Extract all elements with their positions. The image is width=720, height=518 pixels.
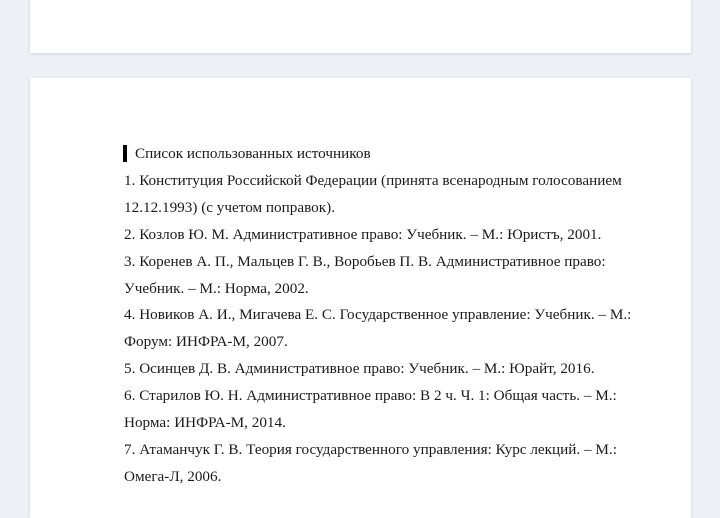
document-body[interactable] xyxy=(124,141,654,491)
reference-item[interactable]: 2. Козлов Ю. М. Административное право: Учебник. – М.: Юристъ, 2001. xyxy=(124,225,602,243)
reference-item[interactable]: 4. Новиков А. И., Мигачева Е. С. Государственное управление: Учебник. – М.: Форум: ИНФРА-М, 2007. xyxy=(124,306,632,351)
references-heading-text: Список использованных источников xyxy=(135,145,371,162)
previous-page xyxy=(30,0,691,53)
references-heading[interactable] xyxy=(124,141,654,168)
reference-item[interactable]: 5. Осинцев Д. В. Административное право: Учебник. – М.: Юрайт, 2016. xyxy=(124,360,595,378)
reference-item[interactable]: 7. Атаманчук Г. В. Теория государственного управления: Курс лекций. – М.: Омега-Л, 2006. xyxy=(124,440,617,485)
reference-item[interactable]: 6. Старилов Ю. Н. Административное право: В 2 ч. Ч. 1: Общая часть. – М.: Норма: ИНФРА-М, 2014. xyxy=(124,387,617,432)
text-cursor xyxy=(123,145,127,162)
reference-item[interactable]: 1. Конституция Российской Федерации (принята всенародным голосованием 12.12.1993) (с учетом поправок). xyxy=(124,171,622,216)
document-page[interactable] xyxy=(30,78,691,518)
reference-item[interactable]: 3. Коренев А. П., Мальцев Г. В., Воробьев П. В. Административное право: Учебник. – М.: Норма, 2002. xyxy=(124,252,606,297)
